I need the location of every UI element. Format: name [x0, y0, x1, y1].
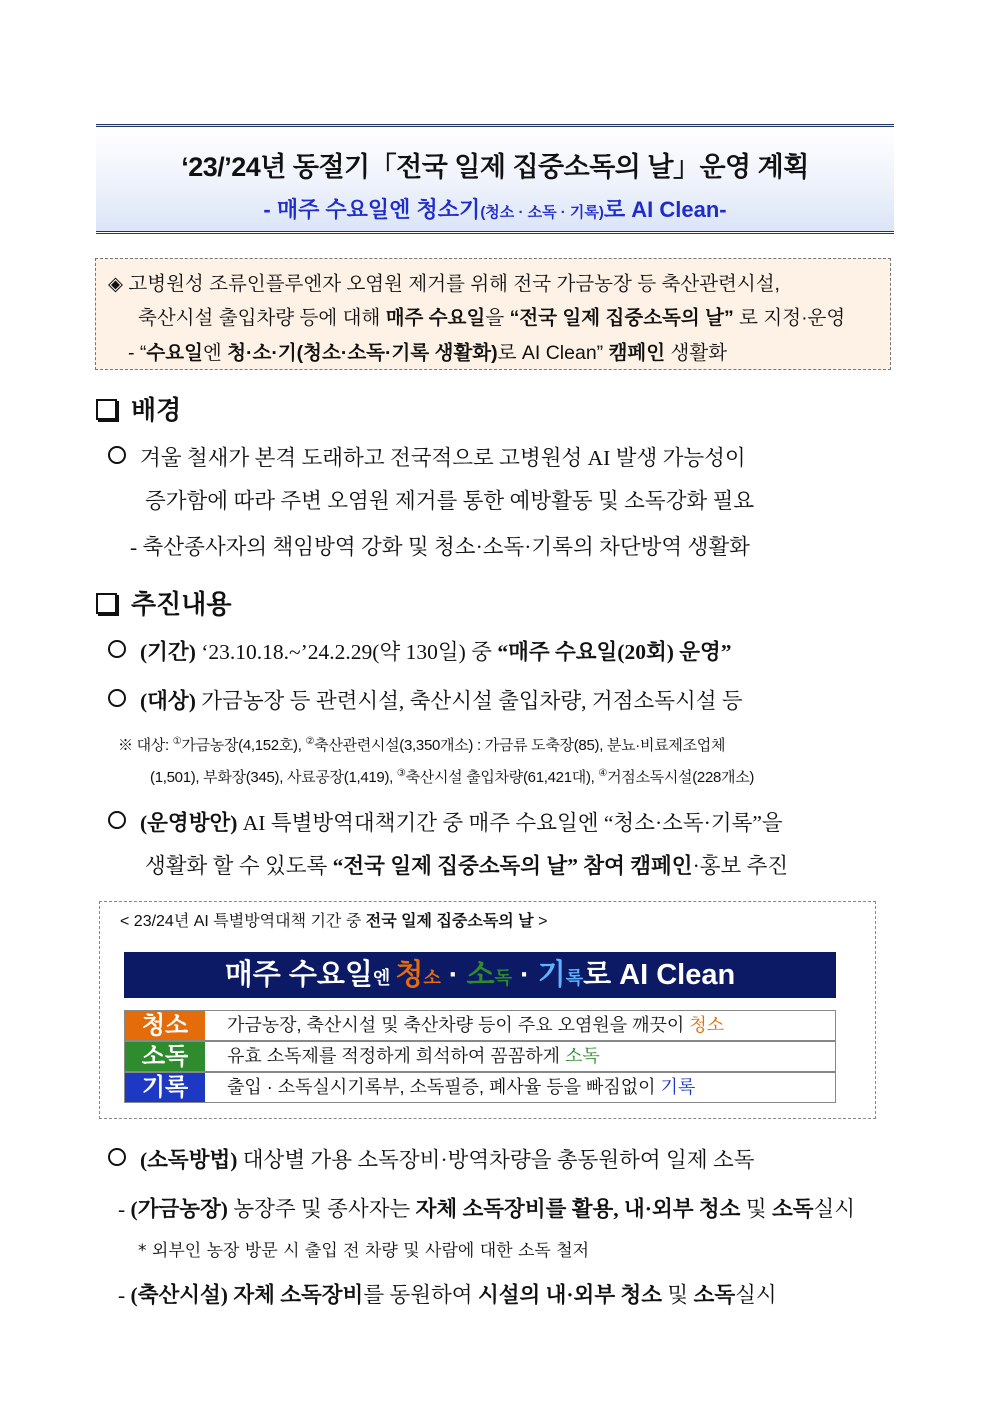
- banner-highlight: 기: [537, 959, 566, 991]
- banner-text: 로 AI Clean: [583, 959, 736, 991]
- item-bold: 소독: [693, 1283, 736, 1307]
- caption-text: >: [533, 913, 548, 930]
- plan-bold: “전국 일제 집중소독의 날” 참여 캠페인: [332, 854, 693, 878]
- row-emph: 기록: [660, 1077, 696, 1097]
- facility-label: (축산시설): [130, 1283, 228, 1307]
- checkbox-square-icon: [96, 399, 117, 420]
- circle-bullet-icon: [108, 1148, 126, 1166]
- method-text: 대상별 가용 소독장비·방역차량을 총동원하여 일제 소독: [237, 1148, 755, 1172]
- farm-note: * 외부인 농장 방문 시 출입 전 차량 및 사람에 대한 소독 철저: [138, 1241, 590, 1261]
- tag-record: 기록: [125, 1073, 205, 1102]
- summary-bold: 수요일: [146, 342, 203, 364]
- summary-box: [95, 258, 891, 370]
- method-label: (소독방법): [140, 1148, 238, 1172]
- period-bold: “매주 수요일(20회) 운영”: [497, 640, 732, 664]
- circle-bullet-icon: [108, 640, 126, 658]
- campaign-row-clean: [124, 1010, 836, 1041]
- farm-label: (가금농장): [130, 1197, 228, 1221]
- heading-text: 배경: [131, 395, 182, 425]
- summary-text: 엔: [202, 342, 228, 364]
- item-text: 및: [740, 1197, 772, 1221]
- item-text: 실시: [813, 1197, 856, 1221]
- item-text: -: [118, 1283, 131, 1307]
- target-label: (대상): [140, 689, 196, 713]
- content-method: [108, 1143, 755, 1174]
- page-title: ‘23/’24년 동절기「전국 일제 집중소독의 날」운영 계획: [181, 152, 809, 182]
- campaign-box: [99, 901, 876, 1119]
- summary-line-2: [138, 302, 845, 330]
- circle-bullet-icon: [108, 446, 126, 464]
- tag-clean: 청소: [125, 1011, 205, 1040]
- subtitle-small: (청소 · 소독 · 기록): [480, 204, 604, 221]
- note-text: 축산시설 출입차량(61,421대),: [405, 769, 599, 786]
- row-emph: 청소: [689, 1015, 725, 1035]
- title-box: [96, 124, 894, 234]
- banner-dot: ·: [440, 959, 467, 991]
- summary-text: 을: [485, 307, 510, 329]
- campaign-row-record: [124, 1072, 836, 1103]
- summary-bold: 청·소·기(청소·소독·기록 생활화): [227, 342, 498, 364]
- summary-line-3: [128, 337, 727, 365]
- background-para-line-2: 증가함에 따라 주변 오염원 제거를 통한 예방활동 및 소독강화 필요: [145, 489, 755, 513]
- content-period: [108, 635, 732, 666]
- banner-highlight: 독: [494, 968, 512, 988]
- method-facility: [118, 1278, 777, 1309]
- banner-highlight: 소: [466, 959, 495, 991]
- note-text: 가금농장(4,152호),: [181, 737, 306, 754]
- item-text: 실시: [735, 1283, 777, 1307]
- summary-text: - “: [128, 342, 147, 364]
- item-text: 를 동원하여: [363, 1283, 478, 1307]
- row-description: [227, 1011, 724, 1040]
- note-num: ④: [598, 768, 608, 779]
- note-num: ③: [396, 768, 406, 779]
- target-text: 가금농장 등 관련시설, 축산시설 출입차량, 거점소독시설 등: [195, 689, 743, 713]
- summary-text: 축산시설 출입차량 등에 대해: [138, 307, 386, 329]
- item-bold: 시설의 내·외부 청소: [477, 1283, 663, 1307]
- circle-bullet-icon: [108, 811, 126, 829]
- subtitle-pre: - 매주 수요일엔 청소기: [263, 197, 481, 222]
- background-sub-item: - 축산종사자의 책임방역 강화 및 청소·소독·기록의 차단방역 생활화: [130, 535, 750, 559]
- row-text: 가금농장, 축산시설 및 축산차량 등이 주요 오염원을 깨끗이: [227, 1015, 690, 1035]
- target-note-line-2: [150, 766, 754, 787]
- item-bold: 자체 소독장비: [233, 1283, 364, 1307]
- content-target: [108, 684, 743, 715]
- method-farm: [118, 1192, 855, 1223]
- summary-text: 생활화: [665, 342, 728, 364]
- banner-dot: ·: [511, 959, 538, 991]
- campaign-banner: [124, 952, 836, 998]
- summary-text: 로 AI Clean”: [497, 342, 609, 364]
- plan-label: (운영방안): [140, 811, 238, 835]
- summary-bold: 매주 수요일: [385, 307, 486, 329]
- item-text: 농장주 및 종사자는: [227, 1197, 416, 1221]
- period-text: ‘23.10.18.~’24.2.29(약 130일) 중: [195, 640, 498, 664]
- item-bold: 소독: [771, 1197, 814, 1221]
- item-bold: 자체 소독장비를 활용, 내·외부 청소: [415, 1197, 741, 1221]
- note-num: ①: [172, 736, 182, 747]
- heading-text: 추진내용: [131, 589, 232, 619]
- plan-text: ·홍보 추진: [692, 854, 789, 878]
- note-text: 거점소독시설(228개소): [607, 769, 755, 786]
- subtitle-post: 로 AI Clean-: [603, 197, 727, 222]
- content-plan-line-2: [145, 849, 788, 880]
- checkbox-square-icon: [96, 593, 117, 614]
- section-heading-content: [96, 584, 231, 621]
- summary-bold: 캠페인: [608, 342, 666, 364]
- row-description: [227, 1042, 600, 1071]
- row-emph: 소독: [565, 1046, 600, 1066]
- note-num: ②: [305, 736, 315, 747]
- tag-disinfect: 소독: [125, 1042, 205, 1071]
- item-text: 및: [662, 1283, 694, 1307]
- summary-line-1: ◈ 고병원성 조류인플루엔자 오염원 제거를 위해 전국 가금농장 등 축산관련시설,: [108, 273, 780, 295]
- circle-bullet-icon: [108, 689, 126, 707]
- banner-text: 엔: [372, 968, 396, 988]
- page-subtitle: [96, 193, 894, 224]
- caption-text: < 23/24년 AI 특별방역대책 기간 중: [120, 913, 366, 930]
- period-label: (기간): [140, 640, 196, 664]
- campaign-caption: [120, 908, 547, 931]
- item-text: -: [118, 1197, 131, 1221]
- section-heading-background: [96, 390, 181, 427]
- note-text: (1,501), 부화장(345), 사료공장(1,419),: [150, 769, 397, 786]
- banner-highlight: 청: [395, 959, 424, 991]
- note-text: ※ 대상:: [118, 737, 173, 754]
- content-plan-line-1: [108, 806, 783, 837]
- background-para-line-1: [108, 441, 746, 472]
- target-note-line-1: [118, 734, 725, 755]
- plan-text: 생활화 할 수 있도록: [145, 854, 333, 878]
- row-text: 유효 소독제를 적정하게 희석하여 꼼꼼하게: [227, 1046, 565, 1066]
- para-text: 겨울 철새가 본격 도래하고 전국적으로 고병원성 AI 발생 가능성이: [140, 446, 746, 470]
- campaign-row-disinfect: [124, 1041, 836, 1072]
- plan-text: AI 특별방역대책기간 중 매주 수요일엔 “청소·소독·기록”을: [237, 811, 783, 835]
- row-text: 출입 · 소독실시기록부, 소독필증, 폐사율 등을 빠짐없이: [227, 1077, 661, 1097]
- row-description: [227, 1073, 695, 1102]
- summary-bold: “전국 일제 집중소독의 날”: [509, 307, 734, 329]
- banner-highlight: 록: [565, 968, 584, 988]
- note-text: 축산관련시설(3,350개소) : 가금류 도축장(85), 분뇨·비료제조업체: [314, 737, 726, 754]
- caption-bold: 전국 일제 집중소독의 날: [365, 913, 534, 930]
- banner-text: 매주 수요일: [224, 959, 373, 991]
- banner-highlight: 소: [423, 968, 441, 988]
- summary-text: 로 지정·운영: [733, 307, 846, 329]
